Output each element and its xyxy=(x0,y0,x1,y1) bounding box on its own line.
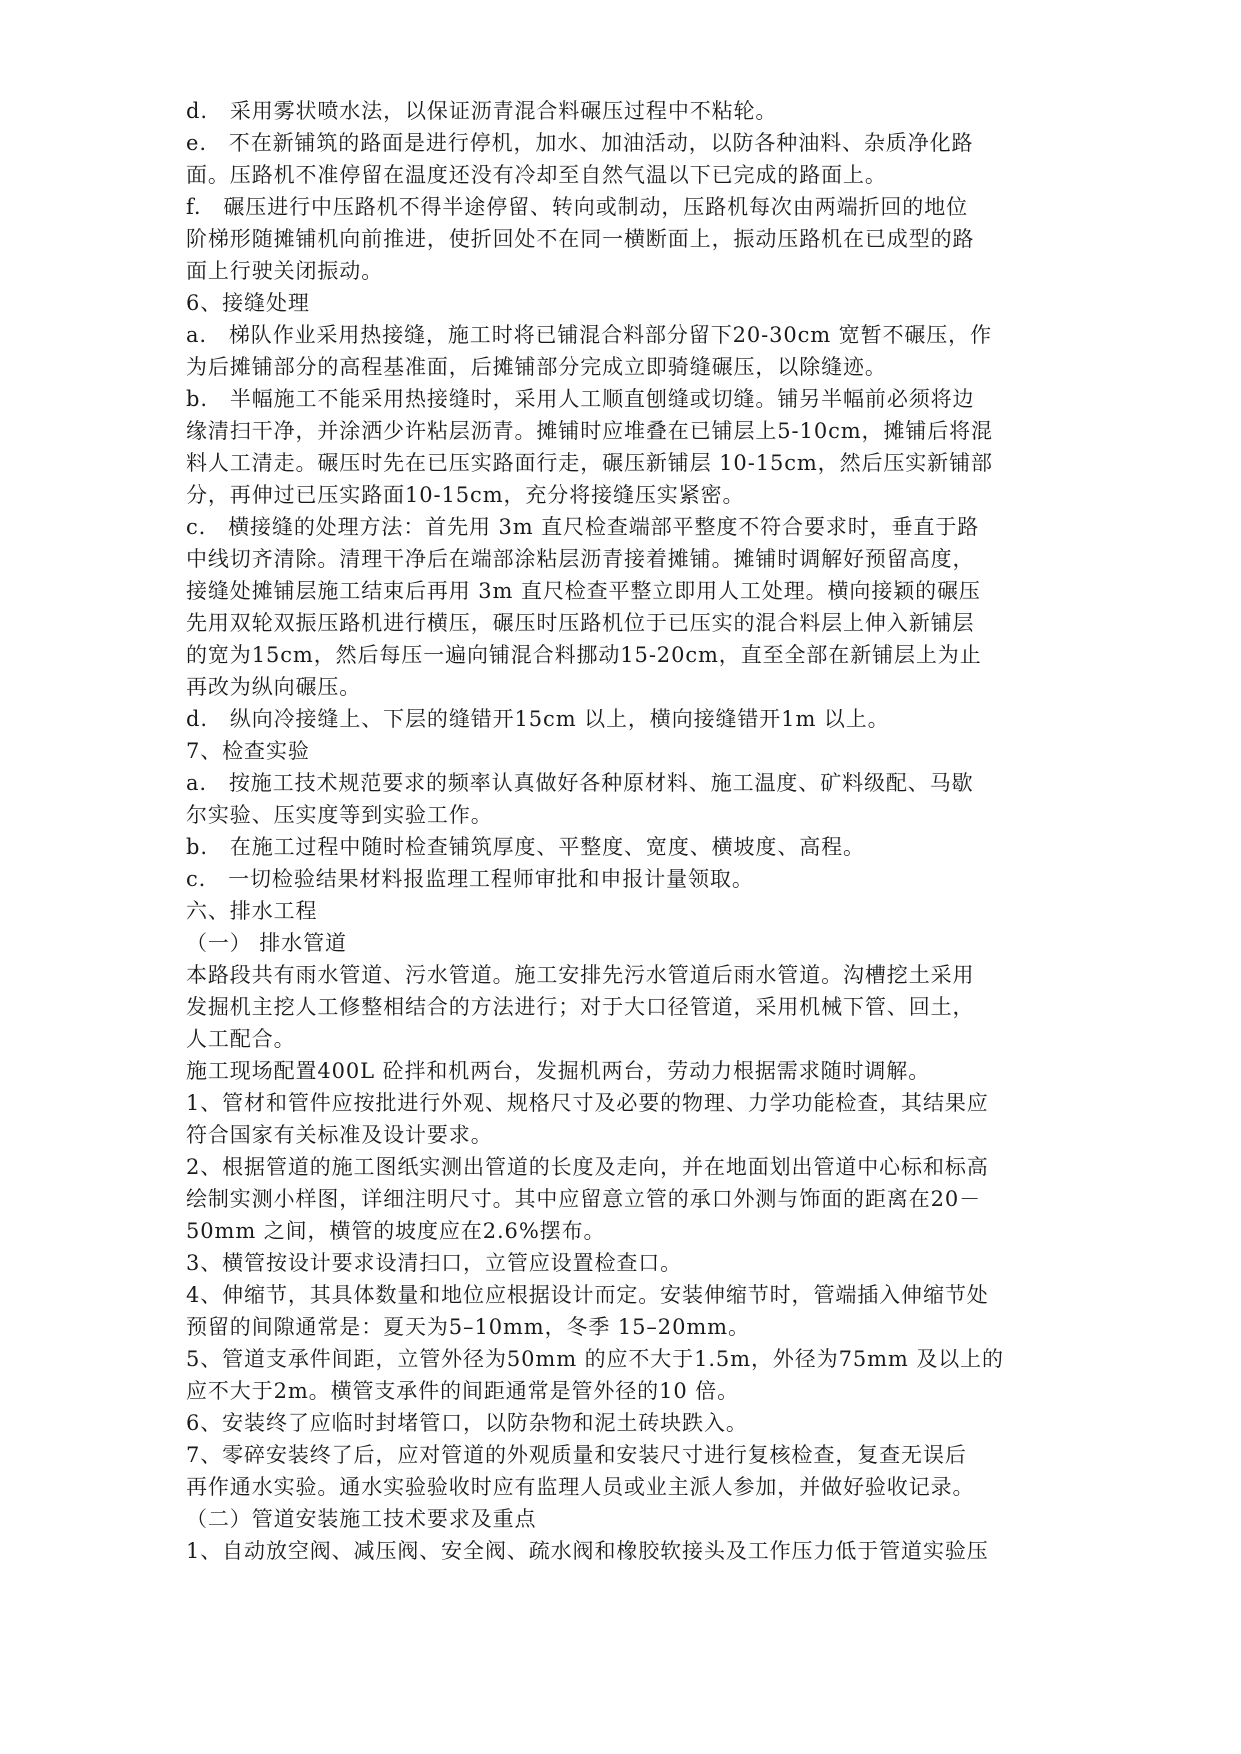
text-line: 预留的间隙通常是：夏天为5–10mm，冬季 15–20mm。 xyxy=(186,1315,750,1339)
text-line: 面上行驶关闭振动。 xyxy=(186,259,384,283)
text-line: 的宽为15cm，然后每压一遍向铺混合料挪动15-20cm，直至全部在新铺层上为止 xyxy=(186,643,982,667)
text-line: 绘制实测小样图，详细注明尺寸。其中应留意立管的承口外测与饰面的距离在20－ xyxy=(186,1187,982,1211)
text-line: 3、横管按设计要求设清扫口，立管应设置检查口。 xyxy=(186,1251,683,1275)
text-line: e. 不在新铺筑的路面是进行停机，加水、加油活动，以防各种油料、杂质净化路 xyxy=(186,131,974,155)
text-line: 应不大于2m。横管支承件的间距通常是管外径的10 倍。 xyxy=(186,1379,739,1403)
text-line: 2、根据管道的施工图纸实测出管道的长度及走向，并在地面划出管道中心标和标高 xyxy=(186,1155,989,1179)
text-line: 人工配合。 xyxy=(186,1027,296,1051)
section-heading: 6、接缝处理 xyxy=(186,291,310,315)
text-line: 发掘机主挖人工修整相结合的方法进行；对于大口径管道，采用机械下管、回土， xyxy=(186,995,975,1019)
text-line: c. 横接缝的处理方法：首先用 3m 直尺检查端部平整度不符合要求时，垂直于路 xyxy=(186,515,980,539)
text-line: 中线切齐清除。清理干净后在端部涂粘层沥青接着摊铺。摊铺时调解好预留高度， xyxy=(186,547,975,571)
text-line: 为后摊铺部分的高程基准面，后摊铺部分完成立即骑缝碾压，以除缝迹。 xyxy=(186,355,887,379)
text-line: 料人工清走。碾压时先在已压实路面行走，碾压新铺层 10-15cm，然后压实新铺部 xyxy=(186,451,993,475)
text-line: 7、零碎安装终了后，应对管道的外观质量和安装尺寸进行复核检查，复查无误后 xyxy=(186,1443,967,1467)
text-line: 再作通水实验。通水实验验收时应有监理人员或业主派人参加，并做好验收记录。 xyxy=(186,1475,975,1499)
text-line: 施工现场配置400L 砼拌和机两台，发掘机两台，劳动力根据需求随时调解。 xyxy=(186,1059,931,1083)
text-line: 先用双轮双振压路机进行横压，碾压时压路机位于已压实的混合料层上伸入新铺层 xyxy=(186,611,975,635)
chapter-heading: 六、排水工程 xyxy=(186,899,318,923)
subsection-heading: （二）管道安装施工技术要求及重点 xyxy=(186,1507,537,1531)
text-line: 5、管道支承件间距，立管外径为50mm 的应不大于1.5m，外径为75mm 及以上的 xyxy=(186,1347,1004,1371)
text-line: f. 碾压进行中压路机不得半途停留、转向或制动，压路机每次由两端折回的地位 xyxy=(186,195,968,219)
text-line: b. 在施工过程中随时检查铺筑厚度、平整度、宽度、横坡度、高程。 xyxy=(186,835,865,859)
text-line: 再改为纵向碾压。 xyxy=(186,675,362,699)
text-line: a. 按施工技术规范要求的频率认真做好各种原材料、施工温度、矿料级配、马歇 xyxy=(186,771,974,795)
text-line: 6、安装终了应临时封堵管口，以防杂物和泥土砖块跌入。 xyxy=(186,1411,748,1435)
text-line: 1、自动放空阀、减压阀、安全阀、疏水阀和橡胶软接头及工作压力低于管道实验压 xyxy=(186,1539,989,1563)
text-line: c. 一切检验结果材料报监理工程师审批和申报计量领取。 xyxy=(186,867,754,891)
text-line: 50mm 之间，横管的坡度应在2.6%摆布。 xyxy=(186,1219,606,1243)
subsection-heading: （一） 排水管道 xyxy=(186,931,347,955)
text-line: 缘清扫干净，并涂洒少许粘层沥青。摊铺时应堆叠在已铺层上5-10cm，摊铺后将混 xyxy=(186,419,993,443)
text-line: 尔实验、压实度等到实验工作。 xyxy=(186,803,493,827)
text-line: 面。压路机不准停留在温度还没有冷却至自然气温以下已完成的路面上。 xyxy=(186,163,887,187)
section-heading: 7、检查实验 xyxy=(186,739,310,763)
text-line: 本路段共有雨水管道、污水管道。施工安排先污水管道后雨水管道。沟槽挖土采用 xyxy=(186,963,975,987)
text-line: 符合国家有关标准及设计要求。 xyxy=(186,1123,493,1147)
text-line: 分，再伸过已压实路面10-15cm，充分将接缝压实紧密。 xyxy=(186,483,745,507)
text-line: a. 梯队作业采用热接缝，施工时将已铺混合料部分留下20-30cm 宽暂不碾压，作 xyxy=(186,323,992,347)
text-line: 阶梯形随摊铺机向前推进，使折回处不在同一横断面上，振动压路机在已成型的路 xyxy=(186,227,975,251)
text-line: d. 纵向冷接缝上、下层的缝错开15cm 以上，横向接缝错开1m 以上。 xyxy=(186,707,890,731)
text-line: b. 半幅施工不能采用热接缝时，采用人工顺直刨缝或切缝。铺另半幅前必须将边 xyxy=(186,387,975,411)
text-line: d. 采用雾状喷水法，以保证沥青混合料碾压过程中不粘轮。 xyxy=(186,99,778,123)
text-line: 接缝处摊铺层施工结束后再用 3m 直尺检查平整立即用人工处理。横向接颖的碾压 xyxy=(186,579,981,603)
document-page xyxy=(186,95,1086,1567)
text-line: 1、管材和管件应按批进行外观、规格尺寸及必要的物理、力学功能检查，其结果应 xyxy=(186,1091,989,1115)
text-line: 4、伸缩节，其具体数量和地位应根据设计而定。安装伸缩节时，管端插入伸缩节处 xyxy=(186,1283,989,1307)
